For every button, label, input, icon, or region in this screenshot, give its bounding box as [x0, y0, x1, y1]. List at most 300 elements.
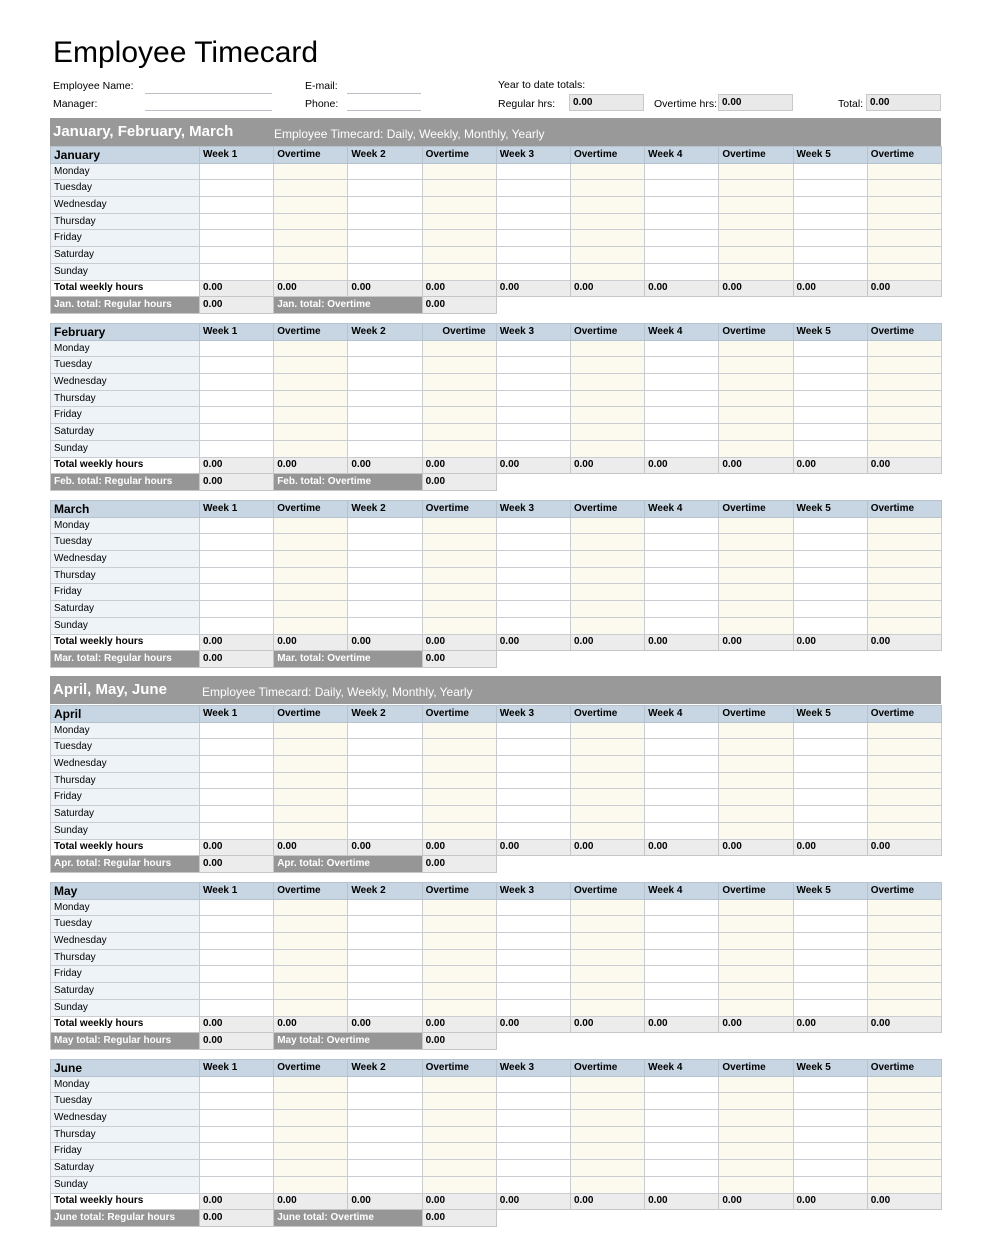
regular-hours-cell[interactable]	[793, 440, 867, 457]
regular-hours-cell[interactable]	[348, 601, 422, 618]
regular-hours-cell[interactable]	[200, 1126, 274, 1143]
overtime-hours-cell[interactable]	[274, 163, 348, 180]
regular-hours-cell[interactable]	[348, 806, 422, 823]
regular-hours-cell[interactable]	[348, 617, 422, 634]
overtime-hours-cell[interactable]	[867, 789, 941, 806]
regular-hours-cell[interactable]	[348, 374, 422, 391]
regular-hours-cell[interactable]	[793, 999, 867, 1016]
overtime-hours-cell[interactable]	[274, 916, 348, 933]
overtime-hours-cell[interactable]	[422, 517, 496, 534]
overtime-hours-cell[interactable]	[867, 180, 941, 197]
overtime-hours-cell[interactable]	[719, 247, 793, 264]
overtime-hours-cell[interactable]	[274, 999, 348, 1016]
overtime-hours-cell[interactable]	[274, 424, 348, 441]
regular-hours-cell[interactable]	[645, 933, 719, 950]
overtime-hours-cell[interactable]	[719, 1160, 793, 1177]
regular-hours-cell[interactable]	[793, 340, 867, 357]
regular-hours-cell[interactable]	[200, 567, 274, 584]
regular-hours-cell[interactable]	[496, 899, 570, 916]
regular-hours-cell[interactable]	[793, 163, 867, 180]
regular-hours-cell[interactable]	[645, 424, 719, 441]
regular-hours-cell[interactable]	[348, 899, 422, 916]
overtime-hours-cell[interactable]	[422, 424, 496, 441]
regular-hours-cell[interactable]	[793, 390, 867, 407]
overtime-hours-cell[interactable]	[719, 772, 793, 789]
regular-hours-cell[interactable]	[348, 163, 422, 180]
regular-hours-cell[interactable]	[496, 263, 570, 280]
regular-hours-cell[interactable]	[645, 263, 719, 280]
regular-hours-cell[interactable]	[793, 263, 867, 280]
regular-hours-cell[interactable]	[496, 247, 570, 264]
regular-hours-cell[interactable]	[793, 180, 867, 197]
regular-hours-cell[interactable]	[200, 756, 274, 773]
regular-hours-cell[interactable]	[200, 180, 274, 197]
regular-hours-cell[interactable]	[793, 1160, 867, 1177]
regular-hours-cell[interactable]	[348, 739, 422, 756]
overtime-hours-cell[interactable]	[570, 247, 644, 264]
regular-hours-cell[interactable]	[200, 983, 274, 1000]
regular-hours-cell[interactable]	[793, 407, 867, 424]
regular-hours-cell[interactable]	[645, 374, 719, 391]
regular-hours-cell[interactable]	[496, 617, 570, 634]
regular-hours-cell[interactable]	[645, 357, 719, 374]
overtime-hours-cell[interactable]	[422, 1176, 496, 1193]
regular-hours-cell[interactable]	[200, 390, 274, 407]
overtime-hours-cell[interactable]	[570, 933, 644, 950]
overtime-hours-cell[interactable]	[570, 617, 644, 634]
overtime-hours-cell[interactable]	[570, 440, 644, 457]
overtime-hours-cell[interactable]	[274, 357, 348, 374]
overtime-hours-cell[interactable]	[274, 722, 348, 739]
overtime-hours-cell[interactable]	[719, 722, 793, 739]
regular-hours-cell[interactable]	[496, 197, 570, 214]
overtime-hours-cell[interactable]	[719, 357, 793, 374]
overtime-hours-cell[interactable]	[867, 247, 941, 264]
regular-hours-cell[interactable]	[200, 722, 274, 739]
overtime-hours-cell[interactable]	[274, 517, 348, 534]
overtime-hours-cell[interactable]	[867, 806, 941, 823]
overtime-hours-cell[interactable]	[867, 424, 941, 441]
regular-hours-cell[interactable]	[348, 584, 422, 601]
overtime-hours-cell[interactable]	[867, 822, 941, 839]
regular-hours-cell[interactable]	[200, 899, 274, 916]
regular-hours-cell[interactable]	[348, 1110, 422, 1127]
overtime-hours-cell[interactable]	[422, 1076, 496, 1093]
overtime-hours-cell[interactable]	[867, 213, 941, 230]
regular-hours-cell[interactable]	[645, 407, 719, 424]
phone-field[interactable]	[347, 110, 421, 111]
overtime-hours-cell[interactable]	[274, 983, 348, 1000]
overtime-hours-cell[interactable]	[570, 407, 644, 424]
overtime-hours-cell[interactable]	[274, 822, 348, 839]
regular-hours-cell[interactable]	[348, 534, 422, 551]
regular-hours-cell[interactable]	[496, 601, 570, 618]
regular-hours-cell[interactable]	[348, 1160, 422, 1177]
regular-hours-cell[interactable]	[348, 822, 422, 839]
overtime-hours-cell[interactable]	[570, 374, 644, 391]
regular-hours-cell[interactable]	[793, 722, 867, 739]
overtime-hours-cell[interactable]	[570, 806, 644, 823]
regular-hours-cell[interactable]	[496, 722, 570, 739]
overtime-hours-cell[interactable]	[719, 949, 793, 966]
regular-hours-cell[interactable]	[645, 772, 719, 789]
overtime-hours-cell[interactable]	[422, 789, 496, 806]
regular-hours-cell[interactable]	[793, 567, 867, 584]
regular-hours-cell[interactable]	[496, 567, 570, 584]
overtime-hours-cell[interactable]	[422, 197, 496, 214]
regular-hours-cell[interactable]	[645, 1076, 719, 1093]
overtime-hours-cell[interactable]	[719, 230, 793, 247]
overtime-hours-cell[interactable]	[867, 1176, 941, 1193]
regular-hours-cell[interactable]	[348, 933, 422, 950]
overtime-hours-cell[interactable]	[867, 340, 941, 357]
overtime-hours-cell[interactable]	[274, 933, 348, 950]
regular-hours-cell[interactable]	[348, 567, 422, 584]
regular-hours-cell[interactable]	[793, 739, 867, 756]
regular-hours-cell[interactable]	[496, 1176, 570, 1193]
overtime-hours-cell[interactable]	[570, 789, 644, 806]
regular-hours-cell[interactable]	[200, 263, 274, 280]
overtime-hours-cell[interactable]	[422, 213, 496, 230]
regular-hours-cell[interactable]	[496, 374, 570, 391]
overtime-hours-cell[interactable]	[570, 517, 644, 534]
overtime-hours-cell[interactable]	[422, 263, 496, 280]
overtime-hours-cell[interactable]	[719, 163, 793, 180]
overtime-hours-cell[interactable]	[274, 534, 348, 551]
regular-hours-cell[interactable]	[793, 806, 867, 823]
regular-hours-cell[interactable]	[200, 424, 274, 441]
overtime-hours-cell[interactable]	[867, 440, 941, 457]
regular-hours-cell[interactable]	[645, 163, 719, 180]
overtime-hours-cell[interactable]	[867, 772, 941, 789]
overtime-hours-cell[interactable]	[422, 180, 496, 197]
regular-hours-cell[interactable]	[348, 197, 422, 214]
regular-hours-cell[interactable]	[200, 822, 274, 839]
regular-hours-cell[interactable]	[793, 949, 867, 966]
regular-hours-cell[interactable]	[200, 340, 274, 357]
regular-hours-cell[interactable]	[496, 163, 570, 180]
overtime-hours-cell[interactable]	[719, 1093, 793, 1110]
overtime-hours-cell[interactable]	[274, 567, 348, 584]
overtime-hours-cell[interactable]	[719, 197, 793, 214]
overtime-hours-cell[interactable]	[570, 822, 644, 839]
regular-hours-cell[interactable]	[348, 949, 422, 966]
overtime-hours-cell[interactable]	[570, 230, 644, 247]
overtime-hours-cell[interactable]	[274, 407, 348, 424]
regular-hours-cell[interactable]	[348, 247, 422, 264]
overtime-hours-cell[interactable]	[274, 197, 348, 214]
overtime-hours-cell[interactable]	[719, 1143, 793, 1160]
regular-hours-cell[interactable]	[793, 899, 867, 916]
overtime-hours-cell[interactable]	[867, 949, 941, 966]
overtime-hours-cell[interactable]	[867, 230, 941, 247]
regular-hours-cell[interactable]	[348, 340, 422, 357]
regular-hours-cell[interactable]	[496, 966, 570, 983]
regular-hours-cell[interactable]	[496, 822, 570, 839]
regular-hours-cell[interactable]	[348, 180, 422, 197]
regular-hours-cell[interactable]	[793, 966, 867, 983]
overtime-hours-cell[interactable]	[719, 601, 793, 618]
overtime-hours-cell[interactable]	[570, 163, 644, 180]
regular-hours-cell[interactable]	[793, 247, 867, 264]
regular-hours-cell[interactable]	[645, 949, 719, 966]
overtime-hours-cell[interactable]	[422, 933, 496, 950]
regular-hours-cell[interactable]	[348, 966, 422, 983]
overtime-hours-cell[interactable]	[422, 806, 496, 823]
overtime-hours-cell[interactable]	[274, 806, 348, 823]
regular-hours-cell[interactable]	[348, 1076, 422, 1093]
regular-hours-cell[interactable]	[496, 440, 570, 457]
overtime-hours-cell[interactable]	[867, 722, 941, 739]
overtime-hours-cell[interactable]	[719, 534, 793, 551]
overtime-hours-cell[interactable]	[570, 772, 644, 789]
overtime-hours-cell[interactable]	[422, 357, 496, 374]
regular-hours-cell[interactable]	[645, 440, 719, 457]
overtime-hours-cell[interactable]	[719, 899, 793, 916]
regular-hours-cell[interactable]	[793, 213, 867, 230]
regular-hours-cell[interactable]	[496, 1160, 570, 1177]
regular-hours-cell[interactable]	[793, 551, 867, 568]
overtime-hours-cell[interactable]	[867, 390, 941, 407]
overtime-hours-cell[interactable]	[867, 999, 941, 1016]
regular-hours-cell[interactable]	[793, 197, 867, 214]
overtime-hours-cell[interactable]	[719, 1110, 793, 1127]
regular-hours-cell[interactable]	[200, 1076, 274, 1093]
regular-hours-cell[interactable]	[645, 966, 719, 983]
overtime-hours-cell[interactable]	[867, 916, 941, 933]
overtime-hours-cell[interactable]	[274, 213, 348, 230]
overtime-hours-cell[interactable]	[570, 1110, 644, 1127]
regular-hours-cell[interactable]	[200, 163, 274, 180]
regular-hours-cell[interactable]	[348, 916, 422, 933]
overtime-hours-cell[interactable]	[570, 999, 644, 1016]
regular-hours-cell[interactable]	[200, 617, 274, 634]
regular-hours-cell[interactable]	[793, 772, 867, 789]
regular-hours-cell[interactable]	[793, 756, 867, 773]
overtime-hours-cell[interactable]	[867, 163, 941, 180]
overtime-hours-cell[interactable]	[719, 567, 793, 584]
overtime-hours-cell[interactable]	[274, 1143, 348, 1160]
overtime-hours-cell[interactable]	[274, 966, 348, 983]
regular-hours-cell[interactable]	[348, 1093, 422, 1110]
overtime-hours-cell[interactable]	[867, 374, 941, 391]
regular-hours-cell[interactable]	[645, 983, 719, 1000]
regular-hours-cell[interactable]	[348, 1126, 422, 1143]
regular-hours-cell[interactable]	[496, 551, 570, 568]
regular-hours-cell[interactable]	[496, 1126, 570, 1143]
regular-hours-cell[interactable]	[496, 1143, 570, 1160]
regular-hours-cell[interactable]	[645, 534, 719, 551]
regular-hours-cell[interactable]	[793, 517, 867, 534]
regular-hours-cell[interactable]	[348, 983, 422, 1000]
overtime-hours-cell[interactable]	[422, 1093, 496, 1110]
overtime-hours-cell[interactable]	[570, 390, 644, 407]
regular-hours-cell[interactable]	[793, 1176, 867, 1193]
regular-hours-cell[interactable]	[793, 424, 867, 441]
regular-hours-cell[interactable]	[645, 551, 719, 568]
regular-hours-cell[interactable]	[793, 1126, 867, 1143]
overtime-hours-cell[interactable]	[422, 822, 496, 839]
overtime-hours-cell[interactable]	[422, 772, 496, 789]
regular-hours-cell[interactable]	[793, 601, 867, 618]
overtime-hours-cell[interactable]	[867, 197, 941, 214]
overtime-hours-cell[interactable]	[719, 424, 793, 441]
overtime-hours-cell[interactable]	[422, 999, 496, 1016]
overtime-hours-cell[interactable]	[719, 617, 793, 634]
regular-hours-cell[interactable]	[200, 584, 274, 601]
overtime-hours-cell[interactable]	[274, 440, 348, 457]
overtime-hours-cell[interactable]	[422, 899, 496, 916]
regular-hours-cell[interactable]	[496, 949, 570, 966]
overtime-hours-cell[interactable]	[570, 739, 644, 756]
overtime-hours-cell[interactable]	[570, 263, 644, 280]
overtime-hours-cell[interactable]	[719, 180, 793, 197]
overtime-hours-cell[interactable]	[570, 983, 644, 1000]
overtime-hours-cell[interactable]	[867, 899, 941, 916]
overtime-hours-cell[interactable]	[867, 263, 941, 280]
regular-hours-cell[interactable]	[496, 407, 570, 424]
regular-hours-cell[interactable]	[793, 1093, 867, 1110]
overtime-hours-cell[interactable]	[867, 1126, 941, 1143]
overtime-hours-cell[interactable]	[422, 983, 496, 1000]
regular-hours-cell[interactable]	[645, 822, 719, 839]
overtime-hours-cell[interactable]	[719, 551, 793, 568]
overtime-hours-cell[interactable]	[422, 739, 496, 756]
overtime-hours-cell[interactable]	[422, 722, 496, 739]
overtime-hours-cell[interactable]	[422, 584, 496, 601]
overtime-hours-cell[interactable]	[570, 1126, 644, 1143]
overtime-hours-cell[interactable]	[422, 551, 496, 568]
regular-hours-cell[interactable]	[200, 933, 274, 950]
regular-hours-cell[interactable]	[496, 806, 570, 823]
regular-hours-cell[interactable]	[200, 601, 274, 618]
regular-hours-cell[interactable]	[496, 772, 570, 789]
overtime-hours-cell[interactable]	[719, 584, 793, 601]
overtime-hours-cell[interactable]	[867, 617, 941, 634]
overtime-hours-cell[interactable]	[570, 601, 644, 618]
overtime-hours-cell[interactable]	[422, 1143, 496, 1160]
regular-hours-cell[interactable]	[645, 180, 719, 197]
overtime-hours-cell[interactable]	[719, 517, 793, 534]
regular-hours-cell[interactable]	[496, 534, 570, 551]
regular-hours-cell[interactable]	[200, 999, 274, 1016]
regular-hours-cell[interactable]	[200, 1176, 274, 1193]
overtime-hours-cell[interactable]	[570, 949, 644, 966]
overtime-hours-cell[interactable]	[422, 1110, 496, 1127]
regular-hours-cell[interactable]	[200, 440, 274, 457]
overtime-hours-cell[interactable]	[274, 949, 348, 966]
email-field[interactable]	[347, 93, 421, 94]
overtime-hours-cell[interactable]	[719, 1076, 793, 1093]
overtime-hours-cell[interactable]	[274, 772, 348, 789]
regular-hours-cell[interactable]	[200, 772, 274, 789]
regular-hours-cell[interactable]	[200, 374, 274, 391]
overtime-hours-cell[interactable]	[719, 789, 793, 806]
regular-hours-cell[interactable]	[348, 789, 422, 806]
regular-hours-cell[interactable]	[645, 390, 719, 407]
regular-hours-cell[interactable]	[645, 806, 719, 823]
overtime-hours-cell[interactable]	[274, 1110, 348, 1127]
regular-hours-cell[interactable]	[496, 983, 570, 1000]
regular-hours-cell[interactable]	[645, 756, 719, 773]
overtime-hours-cell[interactable]	[867, 739, 941, 756]
overtime-hours-cell[interactable]	[274, 374, 348, 391]
regular-hours-cell[interactable]	[793, 1076, 867, 1093]
overtime-hours-cell[interactable]	[422, 567, 496, 584]
overtime-hours-cell[interactable]	[719, 916, 793, 933]
overtime-hours-cell[interactable]	[570, 1176, 644, 1193]
regular-hours-cell[interactable]	[645, 1126, 719, 1143]
overtime-hours-cell[interactable]	[422, 340, 496, 357]
overtime-hours-cell[interactable]	[867, 601, 941, 618]
overtime-hours-cell[interactable]	[867, 1110, 941, 1127]
overtime-hours-cell[interactable]	[719, 1126, 793, 1143]
regular-hours-cell[interactable]	[645, 739, 719, 756]
regular-hours-cell[interactable]	[496, 230, 570, 247]
regular-hours-cell[interactable]	[200, 197, 274, 214]
regular-hours-cell[interactable]	[496, 584, 570, 601]
regular-hours-cell[interactable]	[645, 789, 719, 806]
regular-hours-cell[interactable]	[200, 949, 274, 966]
regular-hours-cell[interactable]	[645, 1160, 719, 1177]
regular-hours-cell[interactable]	[496, 213, 570, 230]
overtime-hours-cell[interactable]	[422, 949, 496, 966]
regular-hours-cell[interactable]	[496, 517, 570, 534]
overtime-hours-cell[interactable]	[570, 567, 644, 584]
overtime-hours-cell[interactable]	[570, 916, 644, 933]
regular-hours-cell[interactable]	[348, 440, 422, 457]
regular-hours-cell[interactable]	[645, 617, 719, 634]
overtime-hours-cell[interactable]	[570, 1143, 644, 1160]
regular-hours-cell[interactable]	[793, 534, 867, 551]
overtime-hours-cell[interactable]	[274, 1176, 348, 1193]
regular-hours-cell[interactable]	[793, 1143, 867, 1160]
regular-hours-cell[interactable]	[645, 1110, 719, 1127]
regular-hours-cell[interactable]	[348, 1143, 422, 1160]
overtime-hours-cell[interactable]	[570, 584, 644, 601]
regular-hours-cell[interactable]	[496, 340, 570, 357]
overtime-hours-cell[interactable]	[422, 617, 496, 634]
overtime-hours-cell[interactable]	[867, 966, 941, 983]
regular-hours-cell[interactable]	[793, 1110, 867, 1127]
overtime-hours-cell[interactable]	[570, 180, 644, 197]
regular-hours-cell[interactable]	[496, 180, 570, 197]
overtime-hours-cell[interactable]	[867, 567, 941, 584]
overtime-hours-cell[interactable]	[570, 756, 644, 773]
regular-hours-cell[interactable]	[200, 1160, 274, 1177]
regular-hours-cell[interactable]	[645, 1093, 719, 1110]
overtime-hours-cell[interactable]	[274, 899, 348, 916]
overtime-hours-cell[interactable]	[719, 756, 793, 773]
overtime-hours-cell[interactable]	[274, 551, 348, 568]
regular-hours-cell[interactable]	[645, 340, 719, 357]
overtime-hours-cell[interactable]	[422, 374, 496, 391]
overtime-hours-cell[interactable]	[867, 357, 941, 374]
regular-hours-cell[interactable]	[200, 357, 274, 374]
regular-hours-cell[interactable]	[496, 1110, 570, 1127]
regular-hours-cell[interactable]	[496, 424, 570, 441]
regular-hours-cell[interactable]	[200, 806, 274, 823]
regular-hours-cell[interactable]	[496, 916, 570, 933]
overtime-hours-cell[interactable]	[570, 899, 644, 916]
overtime-hours-cell[interactable]	[719, 340, 793, 357]
regular-hours-cell[interactable]	[348, 213, 422, 230]
regular-hours-cell[interactable]	[793, 983, 867, 1000]
overtime-hours-cell[interactable]	[719, 739, 793, 756]
regular-hours-cell[interactable]	[348, 999, 422, 1016]
overtime-hours-cell[interactable]	[867, 983, 941, 1000]
regular-hours-cell[interactable]	[496, 756, 570, 773]
